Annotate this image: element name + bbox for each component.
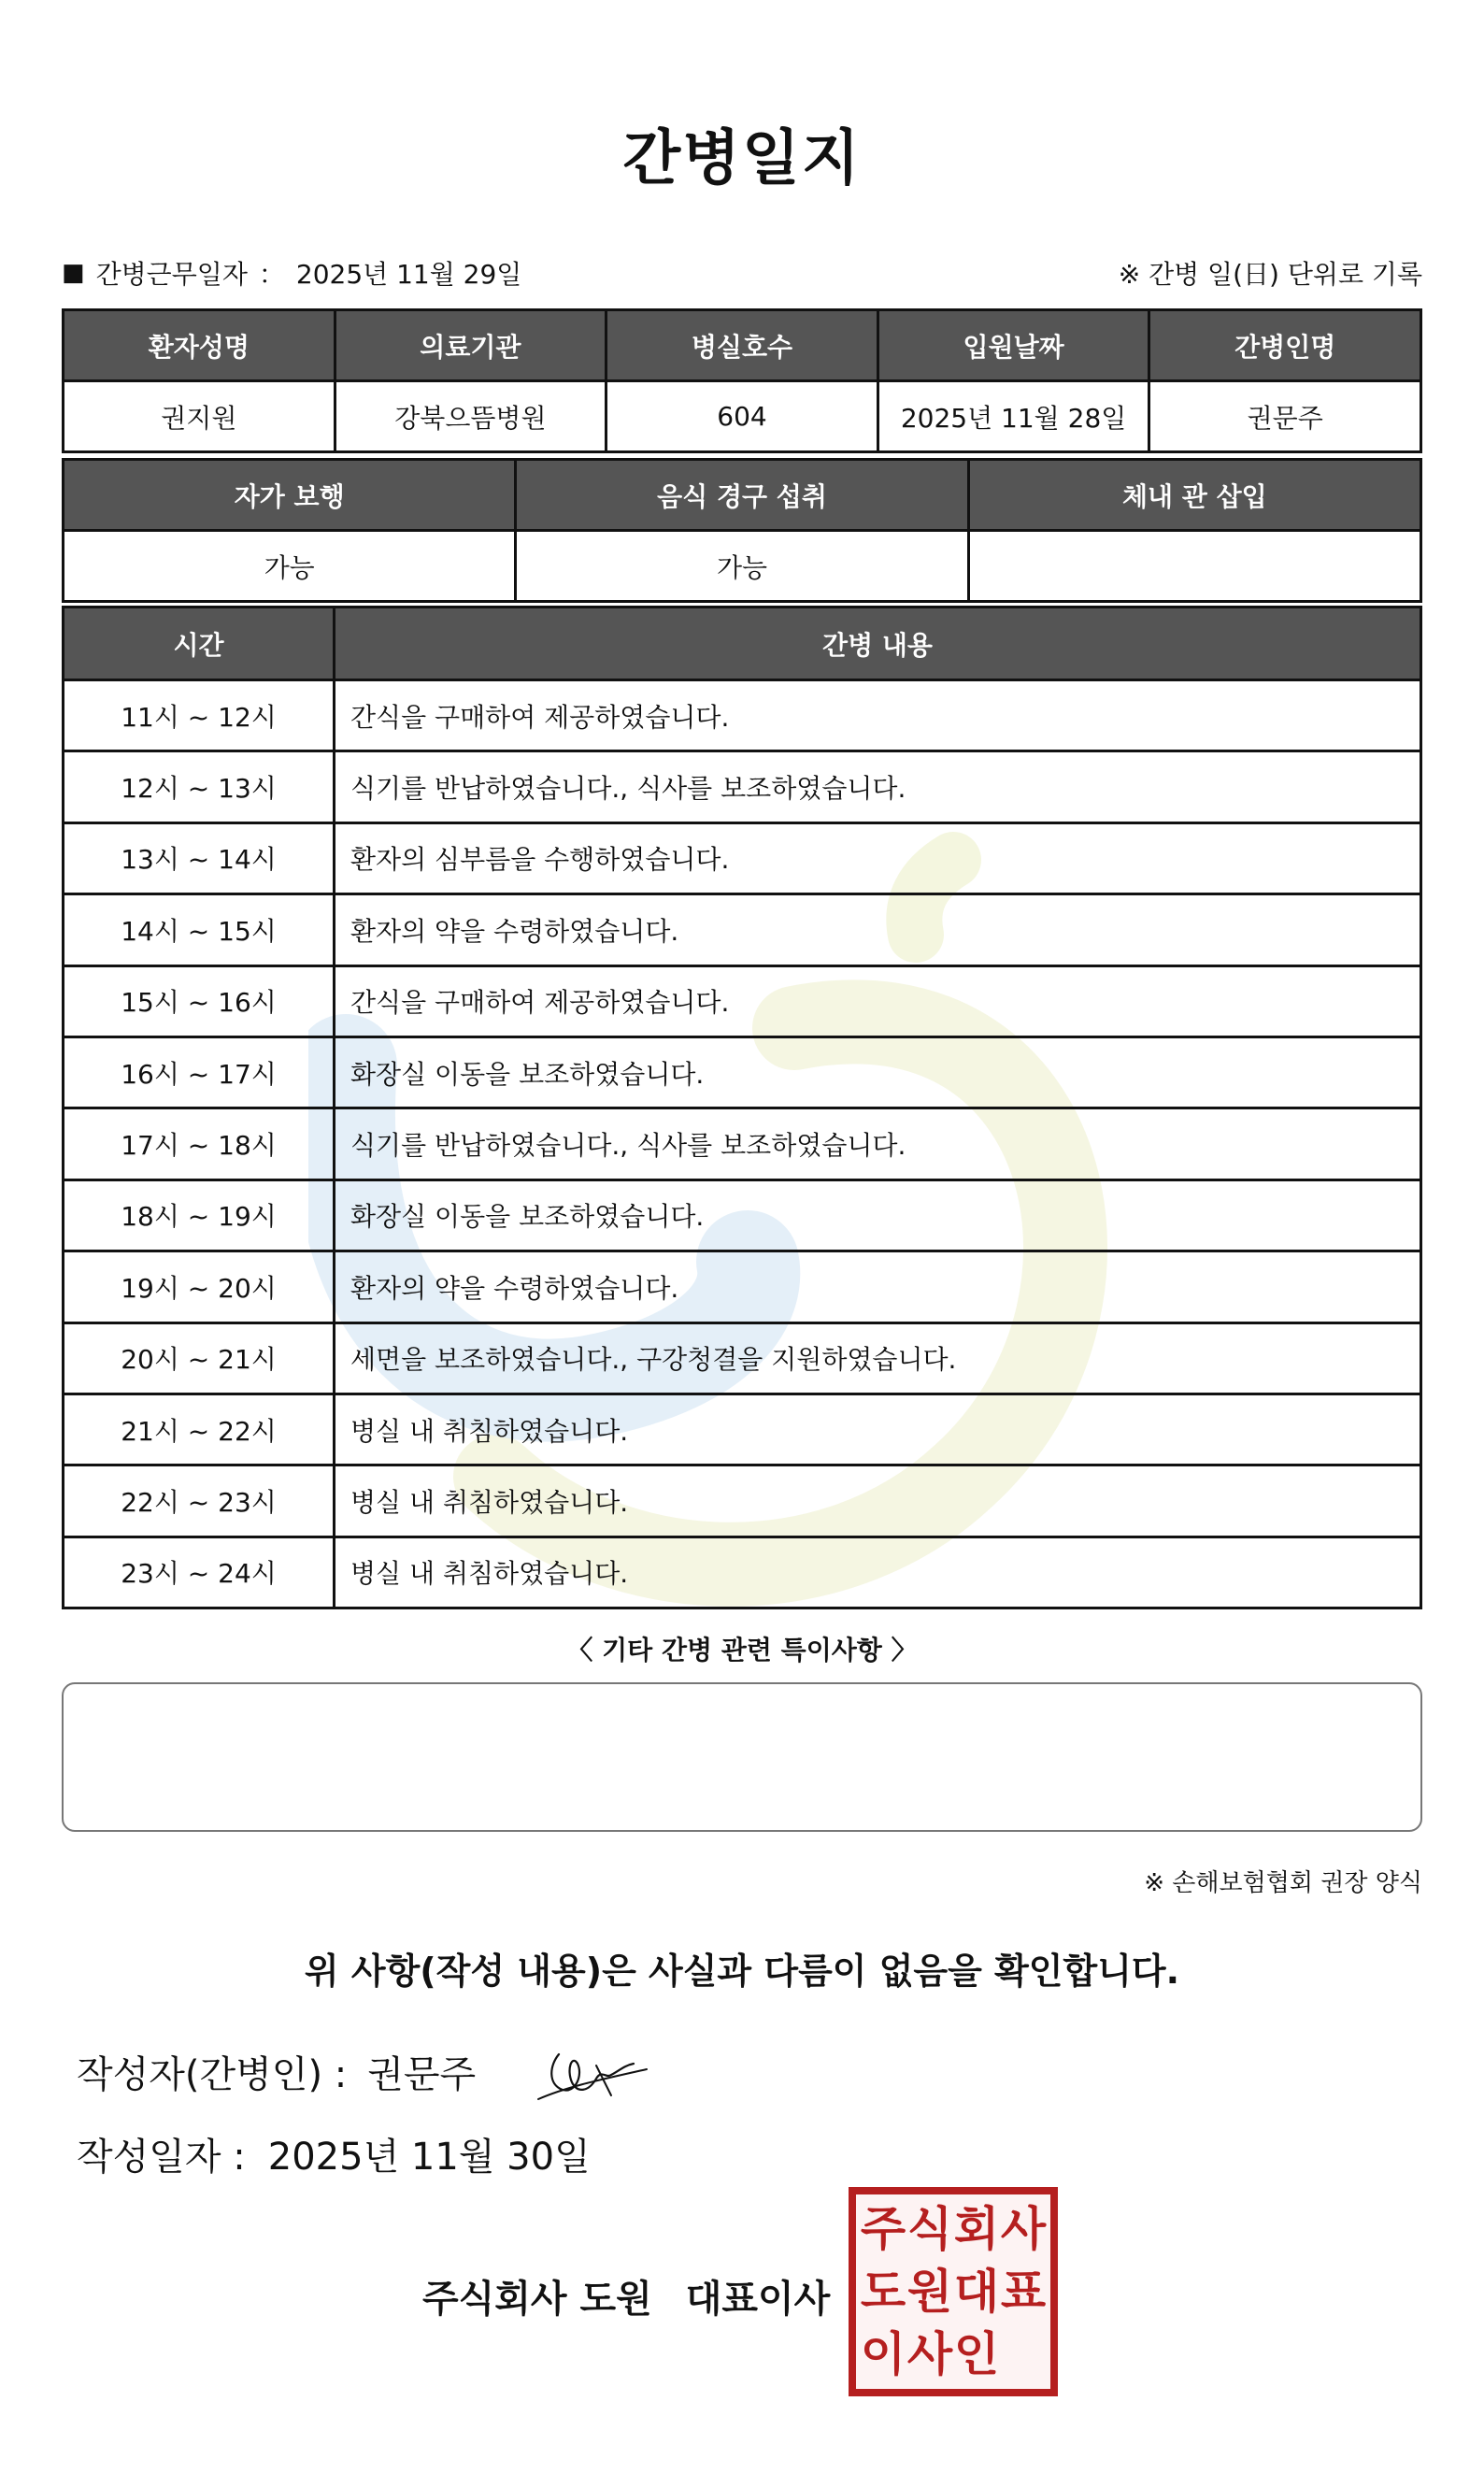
form-note: ※ 손해보험협회 권장 양식 — [1144, 1869, 1422, 1897]
patient-status-table — [62, 458, 1422, 603]
care-log-table — [62, 606, 1422, 1609]
author-name: 권문주 — [367, 2053, 477, 2096]
room-number: 604 — [606, 381, 878, 452]
work-date-separator: ： — [258, 259, 285, 290]
institution-name: 강북으뜸병원 — [335, 381, 606, 452]
patient-name: 권지원 — [64, 381, 335, 452]
content-cell: 화장실 이동을 보조하였습니다. — [335, 1036, 1421, 1108]
time-cell: 17시 ~ 18시 — [64, 1108, 335, 1179]
content-cell: 세면을 보조하였습니다., 구강청결을 지원하였습니다. — [335, 1322, 1421, 1394]
oral-intake-value: 가능 — [516, 531, 968, 602]
table-row — [64, 1537, 1421, 1608]
company-name: 주식회사 도원 — [422, 2278, 652, 2321]
unit-note: ※ 간병 일(日) 단위로 기록 — [1118, 259, 1422, 290]
table-row — [64, 751, 1421, 822]
confirmation-statement: 위 사항(작성 내용)은 사실과 다름이 없음을 확인합니다. — [304, 1951, 1180, 1992]
work-date-label: 간병근무일자 — [95, 259, 248, 290]
time-cell: 12시 ~ 13시 — [64, 751, 335, 822]
content-cell: 간식을 구매하여 제공하였습니다. — [335, 680, 1421, 751]
time-cell: 16시 ~ 17시 — [64, 1036, 335, 1108]
admission-date: 2025년 11월 28일 — [878, 381, 1149, 452]
seal-char: 사 — [906, 2326, 953, 2381]
table-row — [64, 1179, 1421, 1251]
page-title: 간병일지 — [622, 124, 862, 193]
work-date-value: 2025년 11월 29일 — [295, 259, 522, 290]
content-cell: 환자의 약을 수령하였습니다. — [335, 1251, 1421, 1322]
caregiver-name: 권문주 — [1149, 381, 1421, 452]
company-seal-stamp — [849, 2187, 1058, 2396]
time-cell: 15시 ~ 16시 — [64, 965, 335, 1036]
seal-char: 주 — [860, 2202, 906, 2257]
seal-char: 대 — [953, 2264, 1000, 2319]
handwritten-signature-icon — [531, 2037, 652, 2112]
header-self-walking: 자가 보행 — [64, 460, 516, 531]
table-row — [64, 822, 1421, 893]
table-row — [64, 1322, 1421, 1394]
time-cell: 18시 ~ 19시 — [64, 1179, 335, 1251]
written-date-row — [77, 2127, 591, 2180]
content-cell: 환자의 심부름을 수행하였습니다. — [335, 822, 1421, 893]
time-cell: 23시 ~ 24시 — [64, 1537, 335, 1608]
content-cell: 식기를 반납하였습니다., 식사를 보조하였습니다. — [335, 1108, 1421, 1179]
header-time: 시간 — [64, 608, 335, 680]
patient-info-header-row — [64, 310, 1421, 381]
header-admission-date: 입원날짜 — [878, 310, 1149, 381]
patient-info-table — [62, 308, 1422, 453]
square-bullet-icon: ■ — [62, 259, 85, 287]
seal-char: 원 — [906, 2264, 953, 2319]
company-signature — [422, 2269, 830, 2323]
meta-row — [62, 254, 1422, 292]
time-cell: 19시 ~ 20시 — [64, 1251, 335, 1322]
time-cell: 22시 ~ 23시 — [64, 1465, 335, 1537]
company-title: 대표이사 — [685, 2278, 831, 2321]
header-caregiver-name: 간병인명 — [1149, 310, 1421, 381]
content-cell: 환자의 약을 수령하였습니다. — [335, 894, 1421, 965]
seal-char — [1000, 2323, 1047, 2385]
header-institution: 의료기관 — [335, 310, 606, 381]
content-cell: 간식을 구매하여 제공하였습니다. — [335, 965, 1421, 1036]
seal-char: 식 — [906, 2202, 953, 2257]
time-cell: 21시 ~ 22시 — [64, 1394, 335, 1465]
seal-char: 이 — [860, 2326, 906, 2381]
seal-char: 표 — [1000, 2264, 1047, 2319]
remarks-box — [62, 1682, 1422, 1832]
author-label: 작성자(간병인) : — [77, 2053, 348, 2096]
seal-char: 인 — [953, 2326, 1000, 2381]
header-room-number: 병실호수 — [606, 310, 878, 381]
time-cell: 14시 ~ 15시 — [64, 894, 335, 965]
written-date-value: 2025년 11월 30일 — [267, 2136, 591, 2179]
content-cell: 병실 내 취침하였습니다. — [335, 1394, 1421, 1465]
written-date-label: 작성일자 : — [77, 2136, 246, 2179]
table-row — [64, 680, 1421, 751]
table-row — [64, 1251, 1421, 1322]
self-walking-value: 가능 — [64, 531, 516, 602]
content-cell: 병실 내 취침하였습니다. — [335, 1465, 1421, 1537]
table-row — [64, 1465, 1421, 1537]
seal-char: 회 — [953, 2202, 1000, 2257]
status-header-row — [64, 460, 1421, 531]
author-row — [77, 2045, 476, 2098]
work-date — [62, 254, 521, 292]
content-cell: 식기를 반납하였습니다., 식사를 보조하였습니다. — [335, 751, 1421, 822]
status-value-row — [64, 531, 1421, 602]
table-row — [64, 1108, 1421, 1179]
table-row — [64, 1394, 1421, 1465]
patient-info-value-row — [64, 381, 1421, 452]
table-row — [64, 965, 1421, 1036]
remarks-title: 〈 기타 간병 관련 특이사항 〉 — [566, 1635, 918, 1665]
time-cell: 13시 ~ 14시 — [64, 822, 335, 893]
header-patient-name: 환자성명 — [64, 310, 335, 381]
tube-insertion-value — [968, 531, 1420, 602]
table-row — [64, 894, 1421, 965]
header-care-content: 간병 내용 — [335, 608, 1421, 680]
content-cell: 병실 내 취침하였습니다. — [335, 1537, 1421, 1608]
header-oral-intake: 음식 경구 섭취 — [516, 460, 968, 531]
time-cell: 11시 ~ 12시 — [64, 680, 335, 751]
table-row — [64, 1036, 1421, 1108]
care-log-header-row — [64, 608, 1421, 680]
seal-char: 사 — [1000, 2202, 1047, 2257]
time-cell: 20시 ~ 21시 — [64, 1322, 335, 1394]
content-cell: 화장실 이동을 보조하였습니다. — [335, 1179, 1421, 1251]
header-tube-insertion: 체내 관 삽입 — [968, 460, 1420, 531]
seal-char: 도 — [860, 2264, 906, 2319]
